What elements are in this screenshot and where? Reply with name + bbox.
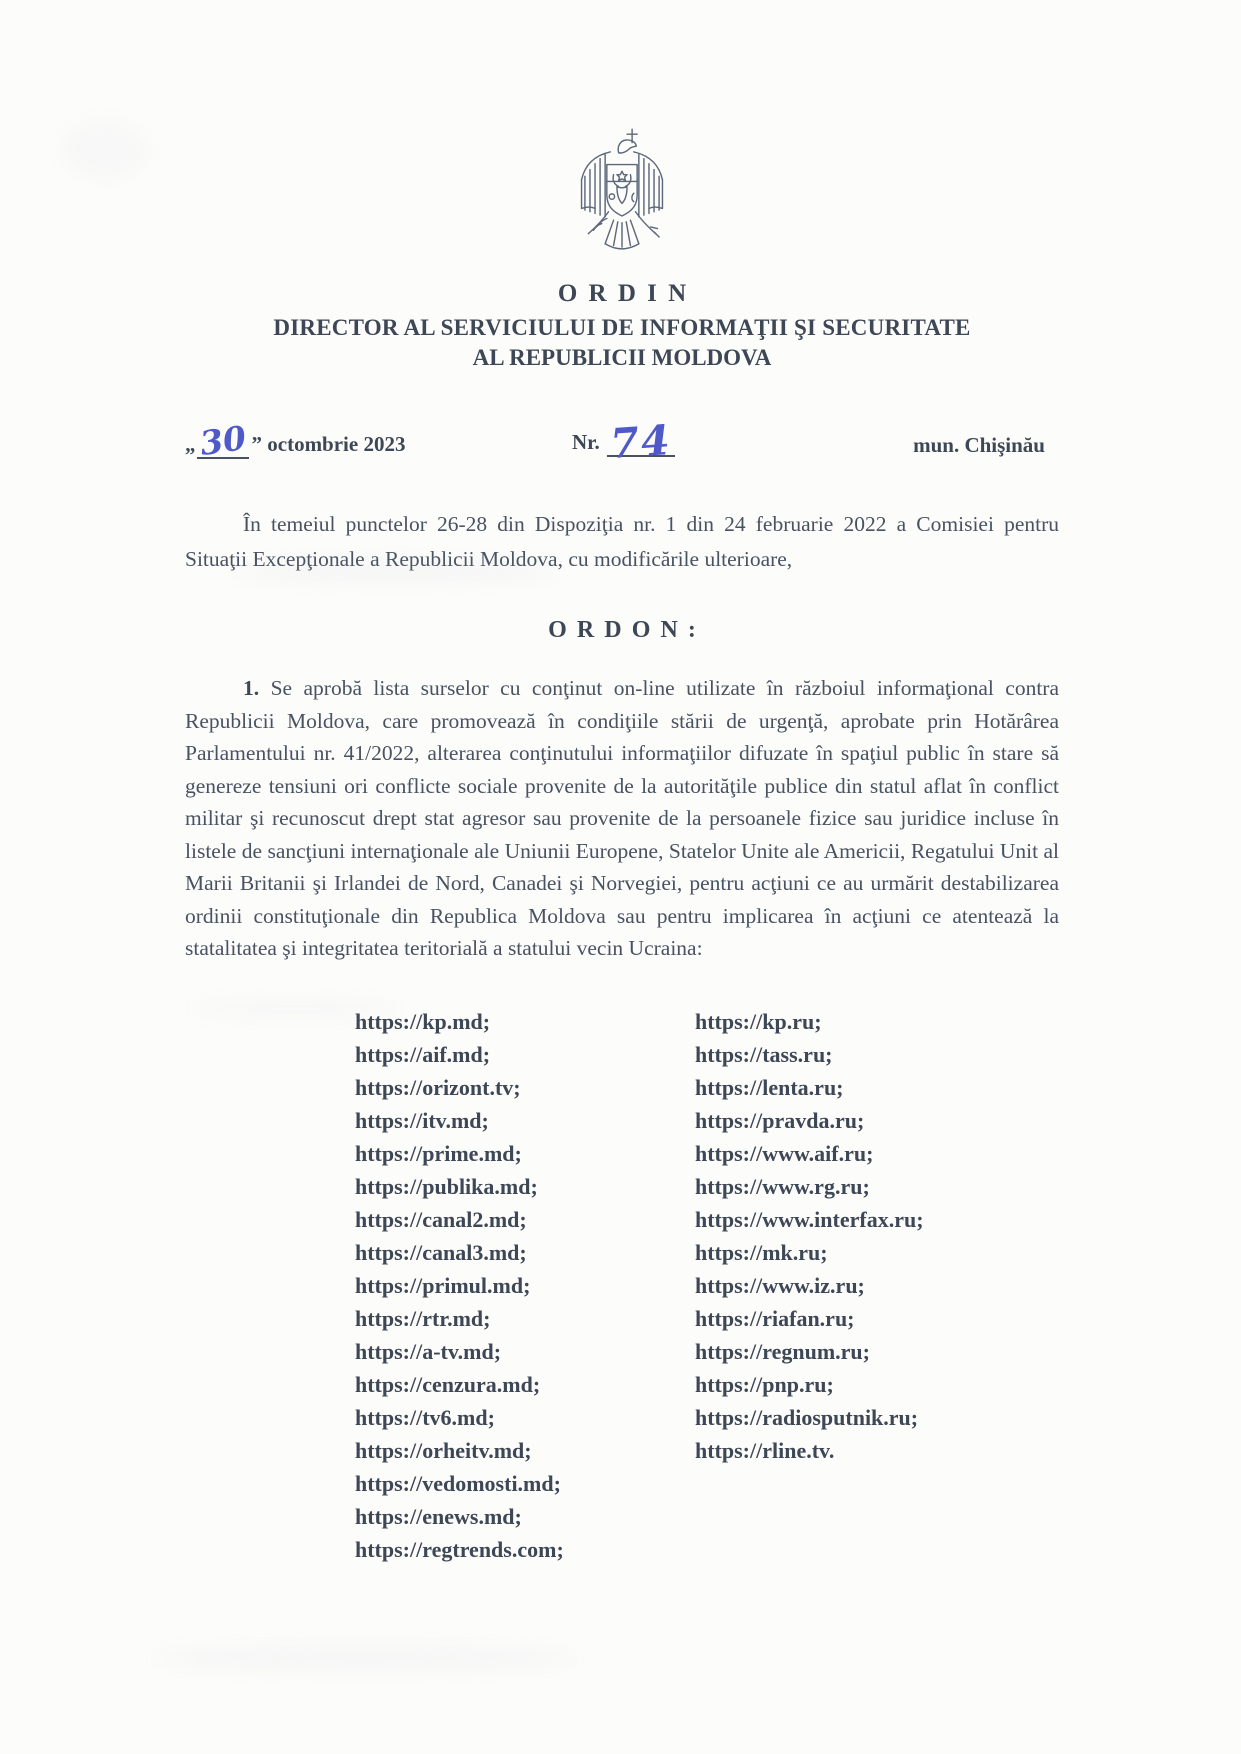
source-url: https://canal3.md; <box>355 1239 527 1265</box>
source-url: https://enews.md; <box>355 1503 522 1529</box>
source-url: https://tass.ru; <box>695 1041 833 1067</box>
document-heading <box>185 280 1059 371</box>
scan-smudge <box>150 1645 580 1671</box>
number-label: Nr. <box>572 430 600 454</box>
source-url: https://tv6.md; <box>355 1404 495 1430</box>
source-url: https://kp.ru; <box>695 1008 822 1034</box>
scan-smudge <box>60 120 150 180</box>
date-field <box>185 417 406 464</box>
meta-row <box>185 415 1059 471</box>
number-blank-line <box>607 415 675 469</box>
source-url: https://www.iz.ru; <box>695 1272 865 1298</box>
date-blank-line <box>197 417 249 464</box>
source-url: https://regtrends.com; <box>355 1536 564 1562</box>
source-url: https://rtr.md; <box>355 1305 491 1331</box>
handwritten-number: 74 <box>609 415 674 469</box>
source-url: https://pnp.ru; <box>695 1371 834 1397</box>
sources-right-column <box>695 1005 924 1566</box>
source-url: https://www.aif.ru; <box>695 1140 874 1166</box>
source-url: https://riafan.ru; <box>695 1305 855 1331</box>
place-label: mun. Chişinău <box>913 433 1045 457</box>
source-url: https://radiosputnik.ru; <box>695 1404 919 1430</box>
ordon-heading: ORDON: <box>548 617 706 643</box>
source-url: https://canal2.md; <box>355 1206 527 1232</box>
open-quote: „ <box>185 432 196 456</box>
source-url: https://pravda.ru; <box>695 1107 865 1133</box>
point-1-number: 1. <box>243 676 260 700</box>
issuer-country-line: AL REPUBLICII MOLDOVA <box>472 345 772 370</box>
document-title: ORDIN <box>557 280 698 307</box>
handwritten-day: 30 <box>197 417 249 464</box>
source-url: https://www.interfax.ru; <box>695 1206 924 1232</box>
point-1-paragraph <box>185 672 1059 965</box>
source-url: https://aif.md; <box>355 1041 491 1067</box>
preamble-paragraph: În temeiul punctelor 26-28 din Dispoziţia nr. 1 din 24 februarie 2022 a Comisiei pentru Situaţii Excepţionale a Republicii Moldova, cu modificările ulterioare, <box>185 512 1059 571</box>
source-url: https://www.rg.ru; <box>695 1173 870 1199</box>
point-1-text: Se aprobă lista surselor cu conţinut on-line utilizate în războiul informaţional contra Republicii Moldova, care promovează în condiţiile stării de urgenţă, aprobate prin Hotărârea Parlamentului nr. 41/2022, alterarea conţinutului informaţiilor difuzate în spaţiul public în stare să genereze tensiuni ori conflicte sociale provenite de la autorităţile publice din statul aflat în conflict militar şi recunoscut drept stat agresor sau provenite de la persoanele fizice sau juridice incluse în listele de sancţiuni internaţionale ale Uniunii Europene, Statelor Unite ale Americii, Regatului Unit al Marii Britanii şi Irlandei de Nord, Canadei şi Norvegiei, pentru acţiuni ce au urmărit destabilizarea ordinii constituţionale din Republica Moldova sau pentru implicarea în acţiuni ce atentează la statalitatea şi integritatea teritorială a statului vecin Ucraina: <box>185 676 1060 960</box>
sources-left-column <box>355 1005 695 1566</box>
moldova-coat-of-arms-icon <box>563 118 681 260</box>
issuer-title-line: DIRECTOR AL SERVICIULUI DE INFORMAŢII ŞI SECURITATE <box>273 315 971 340</box>
sources-list <box>355 1005 1059 1566</box>
source-url: https://kp.md; <box>355 1008 491 1034</box>
source-url: https://primul.md; <box>355 1272 531 1298</box>
source-url: https://a-tv.md; <box>355 1338 502 1364</box>
order-number-field <box>572 415 675 469</box>
source-url: https://publika.md; <box>355 1173 538 1199</box>
source-url: https://prime.md; <box>355 1140 522 1166</box>
source-url: https://itv.md; <box>355 1107 489 1133</box>
source-url: https://vedomosti.md; <box>355 1470 561 1496</box>
source-url: https://lenta.ru; <box>695 1074 844 1100</box>
source-url: https://mk.ru; <box>695 1239 828 1265</box>
source-url: https://regnum.ru; <box>695 1338 870 1364</box>
date-month-year: ” octombrie 2023 <box>251 432 406 456</box>
source-url: https://rline.tv. <box>695 1437 835 1463</box>
source-url: https://cenzura.md; <box>355 1371 541 1397</box>
source-url: https://orheitv.md; <box>355 1437 532 1463</box>
source-url: https://orizont.tv; <box>355 1074 521 1100</box>
